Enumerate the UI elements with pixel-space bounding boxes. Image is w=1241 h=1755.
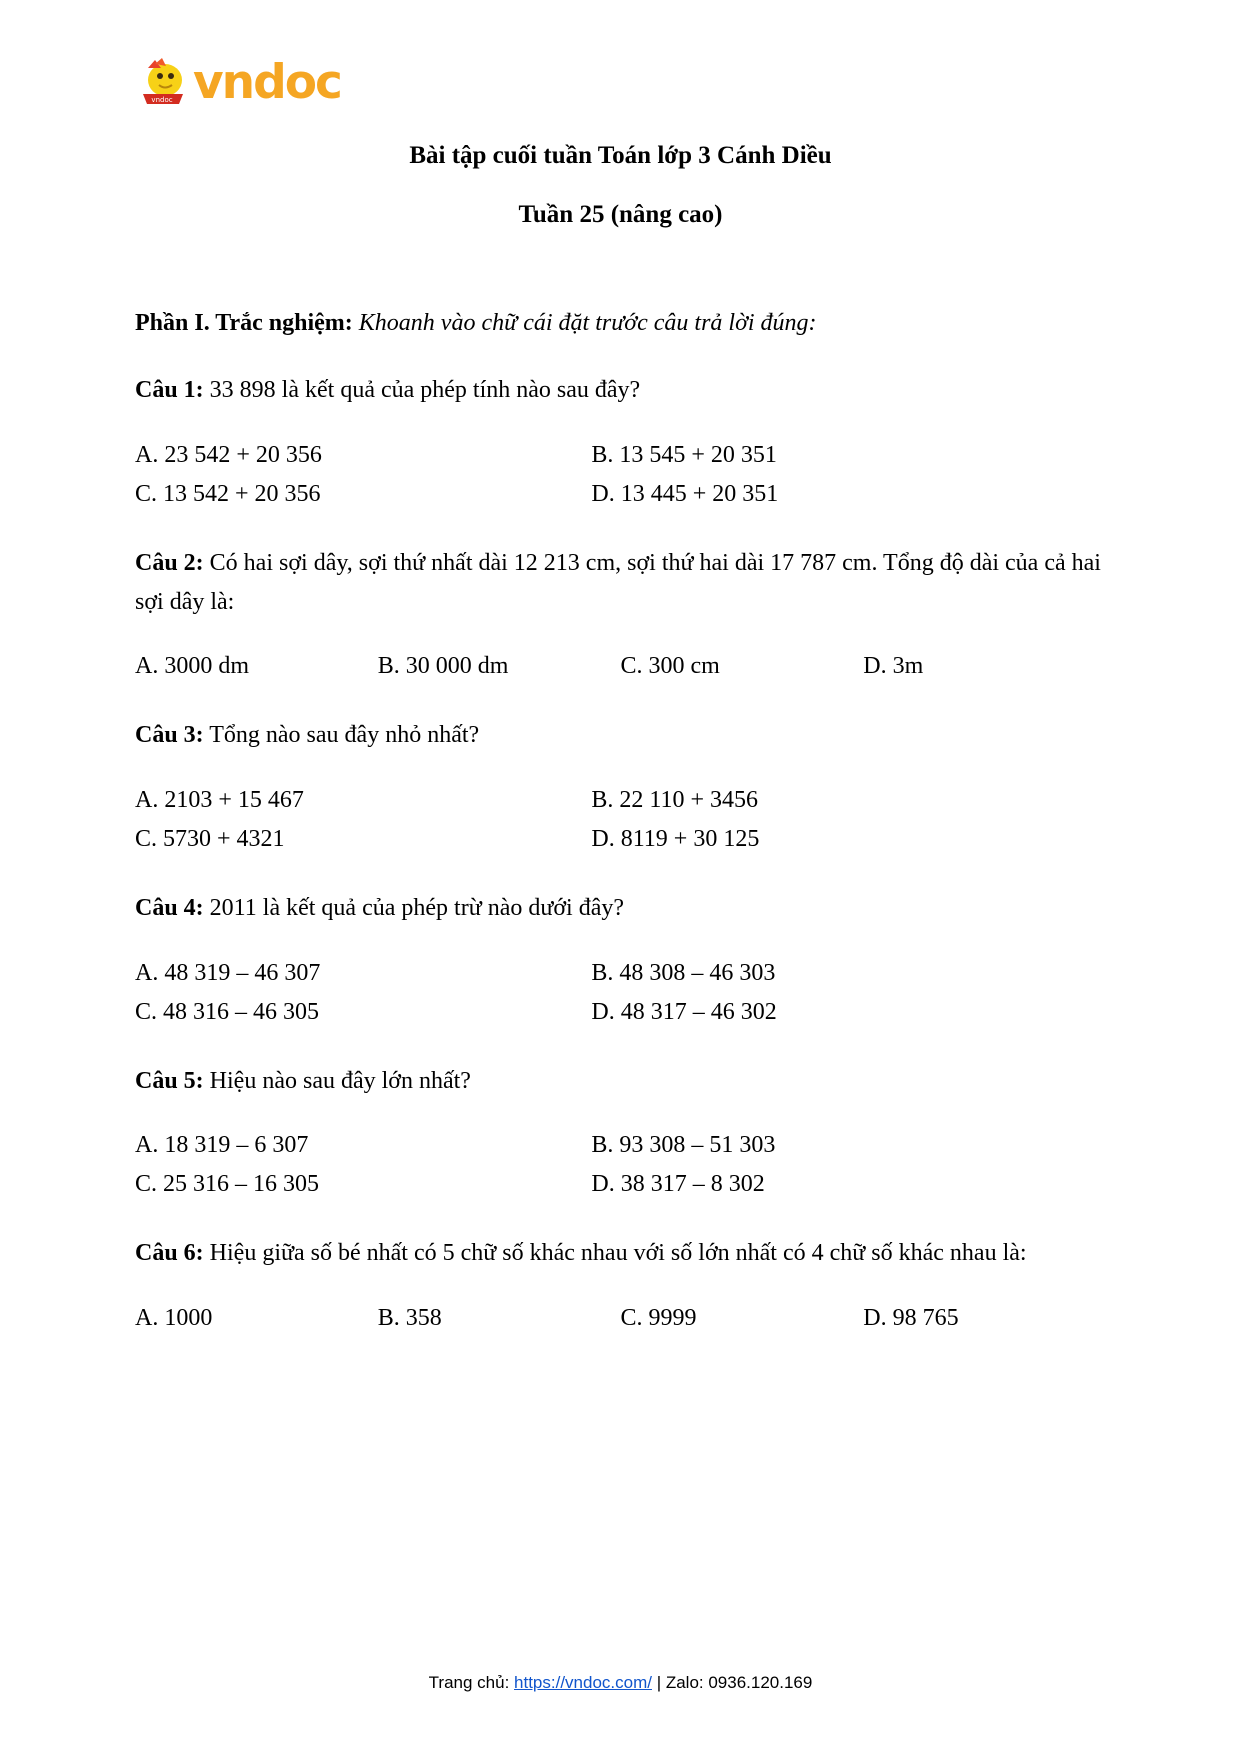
section-instruction: Khoanh vào chữ cái đặt trước câu trả lời đúng: bbox=[358, 310, 817, 336]
section-heading bbox=[135, 305, 1106, 341]
option-c[interactable]: C. 25 316 – 16 305 bbox=[135, 1171, 320, 1198]
question-3-number: Câu 3: bbox=[135, 722, 204, 749]
question-5 bbox=[135, 1062, 1106, 1101]
question-2-text: Có hai sợi dây, sợi thứ nhất dài 12 213 cm, sợi thứ hai dài 17 787 cm. Tổng độ dài của cả hai sợi dây là: bbox=[135, 549, 1101, 615]
vndoc-logo[interactable] bbox=[135, 52, 341, 112]
question-2 bbox=[135, 544, 1106, 622]
option-a[interactable]: A. 3000 dm bbox=[135, 653, 249, 680]
option-row bbox=[135, 820, 1106, 859]
question-5-text: Hiệu nào sau đây lớn nhất? bbox=[203, 1067, 471, 1094]
question-3-text: Tổng nào sau đây nhỏ nhất? bbox=[203, 722, 480, 749]
question-6-number: Câu 6: bbox=[135, 1240, 204, 1267]
logo-wordmark: vndoc bbox=[193, 54, 341, 110]
option-row bbox=[135, 647, 1106, 686]
option-row bbox=[135, 954, 1106, 993]
option-row bbox=[135, 1299, 1106, 1338]
option-c[interactable]: C. 300 cm bbox=[620, 653, 720, 680]
option-row bbox=[135, 1165, 1106, 1204]
page-footer bbox=[0, 1673, 1241, 1693]
option-c[interactable]: C. 48 316 – 46 305 bbox=[135, 998, 320, 1025]
option-row bbox=[135, 436, 1106, 475]
question-2-number: Câu 2: bbox=[135, 549, 204, 576]
question-3-options bbox=[135, 781, 1106, 859]
page-title: Bài tập cuối tuần Toán lớp 3 Cánh Diều bbox=[409, 142, 832, 169]
option-b[interactable]: B. 22 110 + 3456 bbox=[591, 787, 759, 814]
vndoc-mascot-icon bbox=[135, 54, 191, 110]
option-b[interactable]: B. 93 308 – 51 303 bbox=[591, 1132, 776, 1159]
question-1-number: Câu 1: bbox=[135, 377, 204, 403]
option-row bbox=[135, 993, 1106, 1032]
footer-suffix: | Zalo: 0936.120.169 bbox=[651, 1673, 813, 1692]
footer-link[interactable]: https://vndoc.com/ bbox=[514, 1673, 652, 1692]
question-6 bbox=[135, 1234, 1106, 1273]
question-4-text: 2011 là kết quả của phép trừ nào dưới đây? bbox=[203, 894, 625, 921]
footer-prefix: Trang chủ: bbox=[428, 1673, 515, 1692]
question-6-text: Hiệu giữa số bé nhất có 5 chữ số khác nhau với số lớn nhất có 4 chữ số khác nhau là: bbox=[203, 1240, 1027, 1267]
question-1 bbox=[135, 371, 1106, 410]
svg-text:vndoc: vndoc bbox=[151, 96, 173, 104]
page-subtitle: Tuần 25 (nâng cao) bbox=[518, 200, 723, 228]
option-b[interactable]: B. 48 308 – 46 303 bbox=[591, 959, 776, 986]
option-c[interactable]: C. 9999 bbox=[620, 1305, 697, 1331]
logo-row bbox=[135, 0, 1106, 118]
question-1-text: 33 898 là kết quả của phép tính nào sau đây? bbox=[203, 377, 641, 403]
option-d[interactable]: D. 13 445 + 20 351 bbox=[591, 480, 779, 507]
option-c[interactable]: C. 13 542 + 20 356 bbox=[135, 480, 321, 507]
option-b[interactable]: B. 30 000 dm bbox=[377, 653, 509, 680]
option-a[interactable]: A. 18 319 – 6 307 bbox=[135, 1132, 309, 1159]
option-d[interactable]: D. 8119 + 30 125 bbox=[591, 826, 760, 852]
section-label: Phần I. Trắc nghiệm: bbox=[135, 310, 353, 336]
option-row bbox=[135, 1126, 1106, 1165]
option-d[interactable]: D. 98 765 bbox=[863, 1305, 959, 1331]
option-c[interactable]: C. 5730 + 4321 bbox=[135, 826, 285, 852]
question-5-options bbox=[135, 1126, 1106, 1204]
question-6-options bbox=[135, 1299, 1106, 1338]
option-d[interactable]: D. 3m bbox=[863, 653, 924, 680]
option-b[interactable]: B. 13 545 + 20 351 bbox=[591, 441, 777, 468]
option-a[interactable]: A. 2103 + 15 467 bbox=[135, 787, 304, 814]
question-4-number: Câu 4: bbox=[135, 894, 204, 921]
option-d[interactable]: D. 38 317 – 8 302 bbox=[591, 1171, 765, 1198]
question-3 bbox=[135, 716, 1106, 755]
option-a[interactable]: A. 48 319 – 46 307 bbox=[135, 959, 321, 986]
option-row bbox=[135, 475, 1106, 514]
question-2-options bbox=[135, 647, 1106, 686]
question-1-options bbox=[135, 436, 1106, 514]
question-4 bbox=[135, 889, 1106, 928]
question-5-number: Câu 5: bbox=[135, 1067, 204, 1094]
option-a[interactable]: A. 23 542 + 20 356 bbox=[135, 441, 322, 468]
question-4-options bbox=[135, 954, 1106, 1032]
option-row bbox=[135, 781, 1106, 820]
option-d[interactable]: D. 48 317 – 46 302 bbox=[591, 998, 777, 1025]
option-b[interactable]: B. 358 bbox=[377, 1305, 442, 1331]
option-a[interactable]: A. 1000 bbox=[135, 1305, 213, 1331]
